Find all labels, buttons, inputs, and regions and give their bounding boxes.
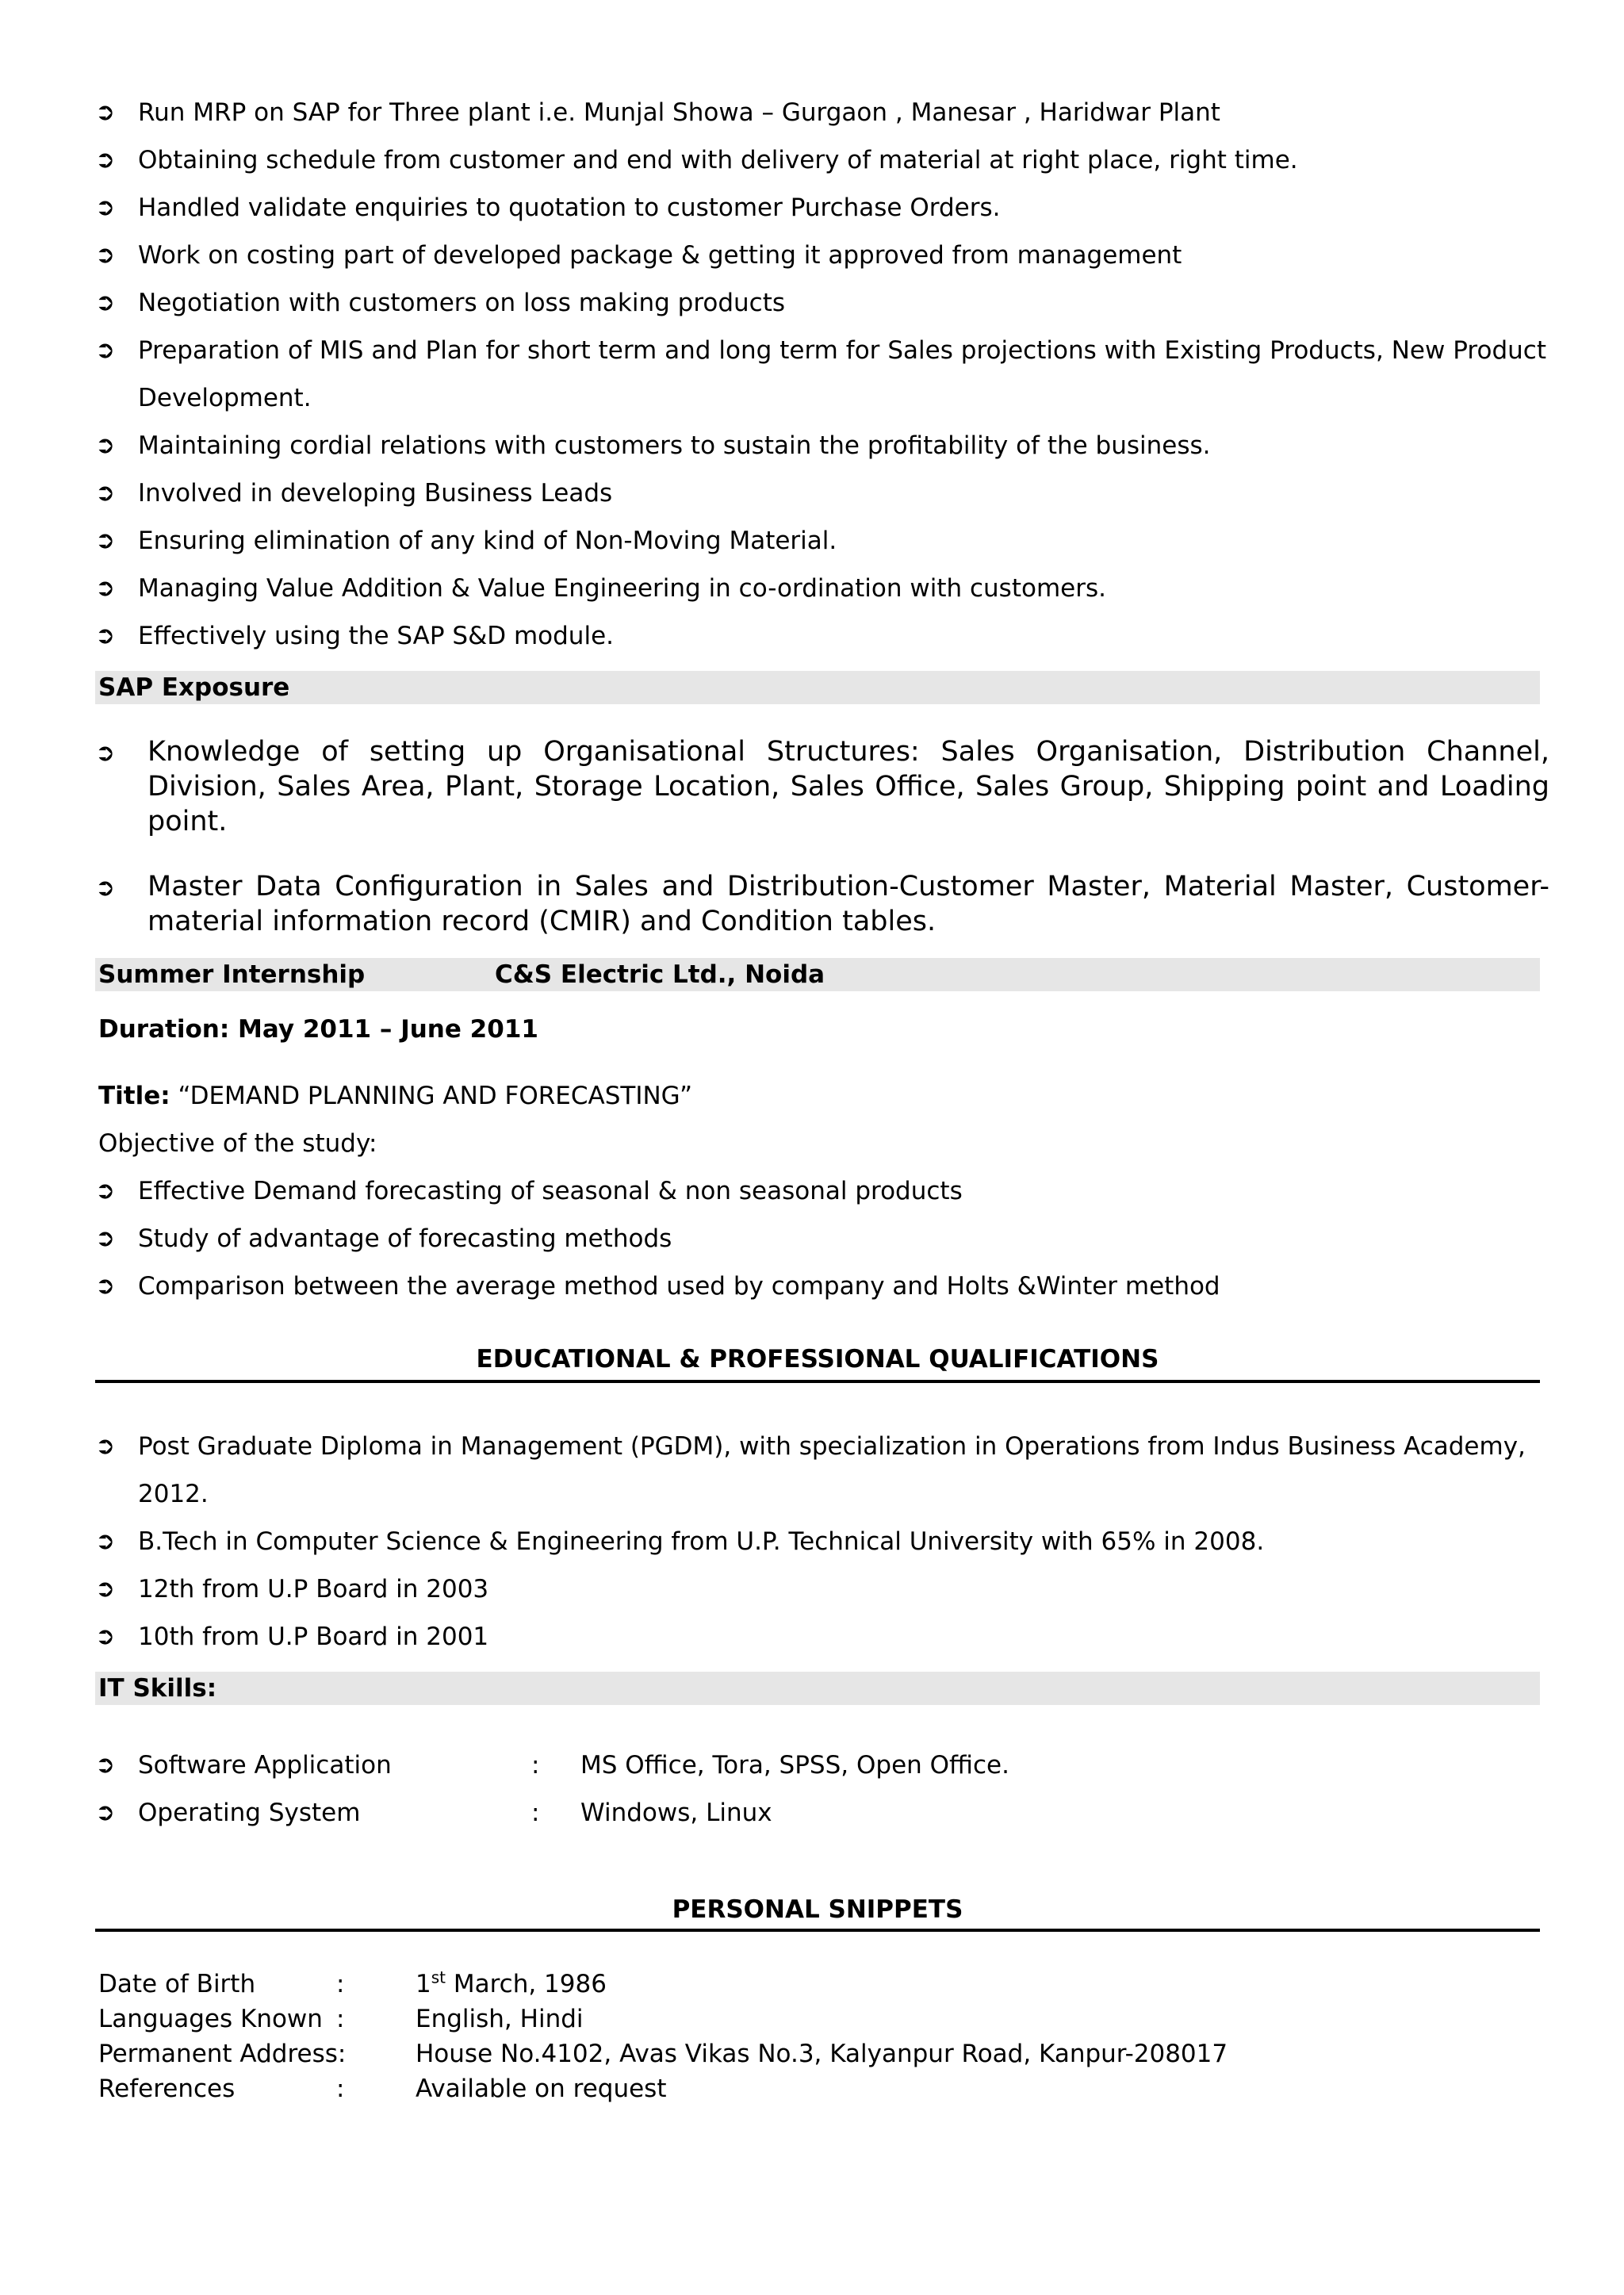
list-item: ➲ Obtaining schedule from customer and end with delivery of material at right place, right time. xyxy=(95,136,1546,184)
list-item: ➲ Run MRP on SAP for Three plant i.e. Munjal Showa – Gurgaon , Manesar , Haridwar Plant xyxy=(95,89,1546,136)
list-item: ➲ Effective Demand forecasting of seasonal & non seasonal products xyxy=(95,1167,1546,1215)
education-heading: EDUCATIONAL & PROFESSIONAL QUALIFICATIONS xyxy=(476,1345,1159,1374)
list-item: ➲ Post Graduate Diploma in Management (PGDM), with specialization in Operations from Indus Business Academy, 2012. xyxy=(95,1423,1546,1518)
arrow-bullet-icon: ➲ xyxy=(95,98,116,126)
arrow-bullet-icon: ➲ xyxy=(95,431,116,459)
list-item: ➲ Handled validate enquiries to quotation to customer Purchase Orders. xyxy=(95,184,1546,232)
arrow-bullet-icon: ➲ xyxy=(95,1224,116,1252)
list-item: ➲ 12th from U.P Board in 2003 xyxy=(95,1565,1546,1613)
arrow-bullet-icon: ➲ xyxy=(95,289,116,316)
arrow-bullet-icon: ➲ xyxy=(95,193,116,221)
education-list xyxy=(95,1423,1546,1661)
arrow-bullet-icon: ➲ xyxy=(95,527,116,554)
responsibilities-list xyxy=(95,89,1546,660)
arrow-bullet-icon: ➲ xyxy=(95,1272,116,1300)
personal-row-languages: Languages Known : English, Hindi xyxy=(98,2005,584,2033)
personal-row-references: References : Available on request xyxy=(98,2075,667,2103)
arrow-bullet-icon: ➲ xyxy=(95,1527,116,1555)
list-item: ➲ Negotiation with customers on loss making products xyxy=(95,279,1546,327)
personal-row-dob: Date of Birth : 1st March, 1986 xyxy=(98,1967,607,1998)
list-item: ➲ Involved in developing Business Leads xyxy=(95,469,1546,517)
arrow-bullet-icon: ➲ xyxy=(95,1623,116,1650)
internship-duration: Duration: May 2011 – June 2011 xyxy=(98,1015,538,1044)
arrow-bullet-icon: ➲ xyxy=(95,739,116,767)
list-item: ➲ Study of advantage of forecasting methods xyxy=(95,1215,1546,1262)
list-item: ➲ Knowledge of setting up Organisational Structures: Sales Organisation, Distribution Channel, Division, Sales Area, Plant, Storage Location, Sales Office, Sales Group, Shipping point and Loading point. xyxy=(95,736,1549,837)
resume-page: ➲ Run MRP on SAP for Three plant i.e. Munjal Showa – Gurgaon , Manesar , Haridwar Plant ➲ Obtaining schedule from customer and end with delivery of material at right place, right time. ➲ Handled validate enquiries to quotation to customer Purchase Orders. ➲ Work on costing part of developed package & getting it approved from management ➲ Negotiation with customers on loss making products ➲ Preparation of MIS and Plan for short term and long term for Sales projections with Existing Products, New Product Development. ➲ Maintaining cordial relations with customers to sustain the profitability of the business. ➲ Involved in developing Business Leads ➲ Ensuring elimination of any kind of Non-Moving Material. ➲ Managing Value Addition & Value Engineering in co-ordination with customers. ➲ Effectively using the SAP S&D module. SAP Exposure ➲ Knowledge of setting up Organisational Structures: Sales Organisation, Distribution Channel, Division, Sales Area, Plant, Storage Location, Sales Office, Sales Group, Shipping point and Loading point. ➲ Master Data Configuration in Sales and Distribution-Customer Master, Material Master, Customer-material information record (CMIR) and Condition tables. Summer Internship C&S Electric Ltd., Noida Duration: May 2011 – June 2011 Title: “DEMAND PLANNING AND FORECASTING” Objective of the study: ➲ Effective Demand forecasting of seasonal & non seasonal products ➲ Study of advantage of forecasting methods ➲ Comparison between the average method used by company and Holts &Winter method EDUCATIONAL & PROFESSIONAL QUALIFICATIONS ➲ Post Graduate Diploma in Management (PGDM), with specialization in Operations from Indus Business Academy, 2012. ➲ B.Tech in Computer Science & Engineering from U.P. Technical University with 65% in 2008. ➲ 12th from U.P Board in 2003 ➲ 10th from U.P Board in 2001 IT Skills: ➲ Software Application : MS Office, Tora, SPSS, Open Office. ➲ Operating System : Windows, Linux PERSONAL SNIPPETS Date of Birth : 1st March, 1986 Languages Known : English, Hindi Permanent Address: House No.4102, Avas Vikas No.3, Kalyanpur Road, Kanpur-208017 References : Available on request xyxy=(0,0,1624,2295)
arrow-bullet-icon: ➲ xyxy=(95,574,116,602)
internship-title: Title: “DEMAND PLANNING AND FORECASTING” xyxy=(98,1082,693,1110)
internship-objective: Objective of the study: xyxy=(98,1129,377,1158)
internship-heading: Summer Internship C&S Electric Ltd., Noida xyxy=(95,958,1540,991)
internship-objective-list xyxy=(95,1167,1546,1310)
arrow-bullet-icon: ➲ xyxy=(95,1432,116,1460)
arrow-bullet-icon: ➲ xyxy=(95,1751,116,1779)
section-divider xyxy=(95,1380,1540,1383)
it-skills-heading: IT Skills: xyxy=(95,1672,1540,1705)
list-item: ➲ Master Data Configuration in Sales and Distribution-Customer Master, Material Master, Customer-material information record (CMIR) and Condition tables. xyxy=(95,871,1549,937)
personal-heading: PERSONAL SNIPPETS xyxy=(672,1895,963,1924)
arrow-bullet-icon: ➲ xyxy=(95,1177,116,1205)
list-item: ➲ Comparison between the average method used by company and Holts &Winter method xyxy=(95,1262,1546,1310)
sap-exposure-list xyxy=(95,734,1549,939)
list-item: ➲ Managing Value Addition & Value Engineering in co-ordination with customers. xyxy=(95,565,1546,612)
list-item: ➲ Ensuring elimination of any kind of Non-Moving Material. xyxy=(95,517,1546,565)
arrow-bullet-icon: ➲ xyxy=(95,1575,116,1603)
arrow-bullet-icon: ➲ xyxy=(95,336,116,364)
arrow-bullet-icon: ➲ xyxy=(95,479,116,507)
sap-exposure-heading: SAP Exposure xyxy=(95,671,1540,704)
arrow-bullet-icon: ➲ xyxy=(95,146,116,174)
arrow-bullet-icon: ➲ xyxy=(95,1799,116,1826)
internship-company: C&S Electric Ltd., Noida xyxy=(495,960,825,989)
list-item: ➲ Effectively using the SAP S&D module. xyxy=(95,612,1546,660)
list-item: ➲ Work on costing part of developed package & getting it approved from management xyxy=(95,232,1546,279)
list-item: ➲ Maintaining cordial relations with customers to sustain the profitability of the business. xyxy=(95,422,1546,469)
arrow-bullet-icon: ➲ xyxy=(95,622,116,649)
personal-row-address: Permanent Address: House No.4102, Avas Vikas No.3, Kalyanpur Road, Kanpur-208017 xyxy=(98,2040,1228,2068)
arrow-bullet-icon: ➲ xyxy=(95,874,116,902)
section-divider xyxy=(95,1929,1540,1932)
list-item: ➲ B.Tech in Computer Science & Engineering from U.P. Technical University with 65% in 2008. xyxy=(95,1518,1546,1565)
arrow-bullet-icon: ➲ xyxy=(95,241,116,269)
list-item: ➲ 10th from U.P Board in 2001 xyxy=(95,1613,1546,1661)
list-item: ➲ Preparation of MIS and Plan for short term and long term for Sales projections with Existing Products, New Product Development. xyxy=(95,327,1546,422)
